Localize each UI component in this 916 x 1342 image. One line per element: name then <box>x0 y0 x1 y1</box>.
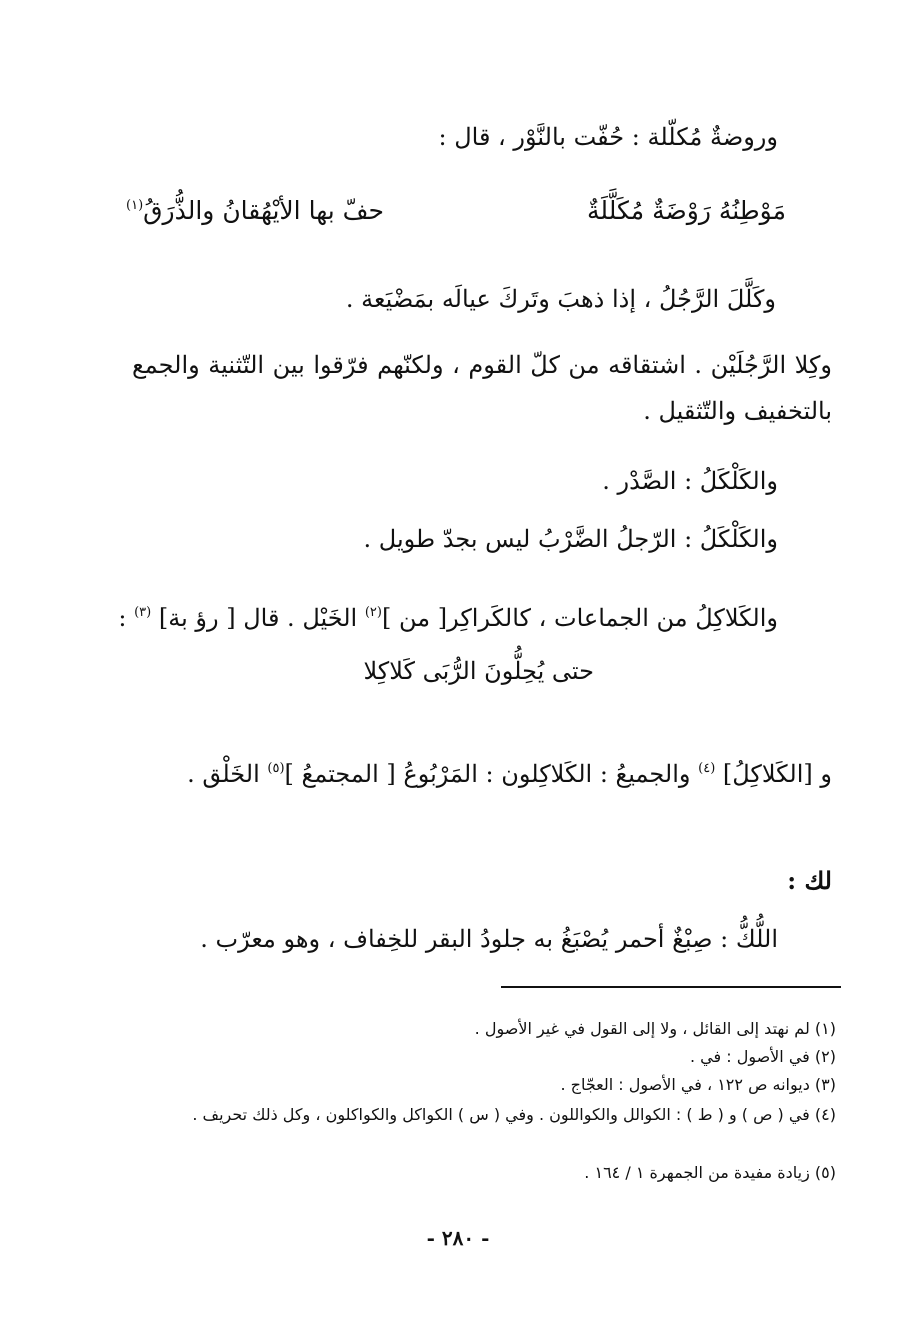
verse-hemistich-2-text: حفّ بها الأيْهُقانُ والذُّرَقُ <box>143 196 384 225</box>
entry-lukk: اللُّكُّ : صِبْغٌ أحمر يُصْبَغُ به جلودُ البقر للخِفاف ، وهو معرّب . <box>200 925 778 953</box>
entry-kalkal-man: والكَلْكَلُ : الرّجلُ الضَّرْبُ ليس بجدّ طويل . <box>363 525 778 553</box>
entry-kalakil <box>118 598 778 633</box>
footnote-1: (١) لم نهتد إلى القائل ، ولا إلى القول في غير الأصول . <box>474 1019 836 1038</box>
entry-rawda: وروضةٌ مُكلّلة : حُفّت بالنَّوْر ، قال : <box>438 123 778 151</box>
verse-line-2: حتى يُحِلُّونَ الرُّبَى كَلاكِلا <box>363 657 594 685</box>
entry-kalakil-plural-continued: والجميعُ : الكَلاكِلون : المَرْبُوعُ [ المجتمعُ ] <box>284 760 699 788</box>
footnote-separator <box>501 986 841 988</box>
verse-line-1 <box>126 196 786 230</box>
entry-kalakil-plural-tail: الخَلْق . <box>187 760 268 788</box>
entry-kallala: وكَلَّلَ الرَّجُلُ ، إذا ذهبَ وتَركَ عيالَه بمَضْيَعة . <box>345 285 776 313</box>
footnote-ref-2: (٢) <box>364 605 382 620</box>
footnote-5: (٥) زيادة مفيدة من الجمهرة ١ / ١٦٤ . <box>584 1163 836 1182</box>
entry-kila: وكِلا الرَّجُلَيْن . اشتقاقه من كلّ القوم ، ولكنّهم فرّقوا بين التّثنية والجمع بالتخفيف والتّثقيل . <box>132 351 832 425</box>
entry-kalakil-text: والكَلاكِلُ من الجماعات ، كالكَراكِر[ من ] <box>381 604 778 632</box>
footnote-3: (٣) ديوانه ص ١٢٢ ، في الأصول : العجّاج . <box>560 1075 836 1094</box>
footnote-ref-4: (٤) <box>698 761 716 776</box>
footnote-ref-1: (١) <box>126 198 144 213</box>
entry-kalkal-chest: والكَلْكَلُ : الصَّدْر . <box>602 467 778 495</box>
entry-kalakil-plural-text: و [الكَلاكِلُ] <box>715 760 832 788</box>
entry-kalakil-plural <box>132 744 832 799</box>
footnote-4: (٤) في ( ص ) و ( ط ) : الكوالل والكواللون . وفي ( س ) الكواكل والكواكلون ، وكل ذلك تحريف . <box>192 1105 836 1124</box>
footnote-2: (٢) في الأصول : في . <box>689 1047 836 1066</box>
verse-hemistich-2 <box>126 196 384 225</box>
entry-kalakil-tail: : <box>118 604 135 632</box>
footnote-ref-5: (٥) <box>267 761 285 776</box>
entry-kalakil-continued: الخَيْل . قال [ رؤ بة] <box>151 604 365 632</box>
section-heading-lk: لك : <box>787 866 832 895</box>
footnote-ref-3: (٣) <box>134 605 152 620</box>
verse-hemistich-1: مَوْطِنُهُ رَوْضَةٌ مُكَلَّلَةٌ <box>587 196 786 225</box>
page-number: - ٢٨٠ - <box>426 1226 490 1250</box>
